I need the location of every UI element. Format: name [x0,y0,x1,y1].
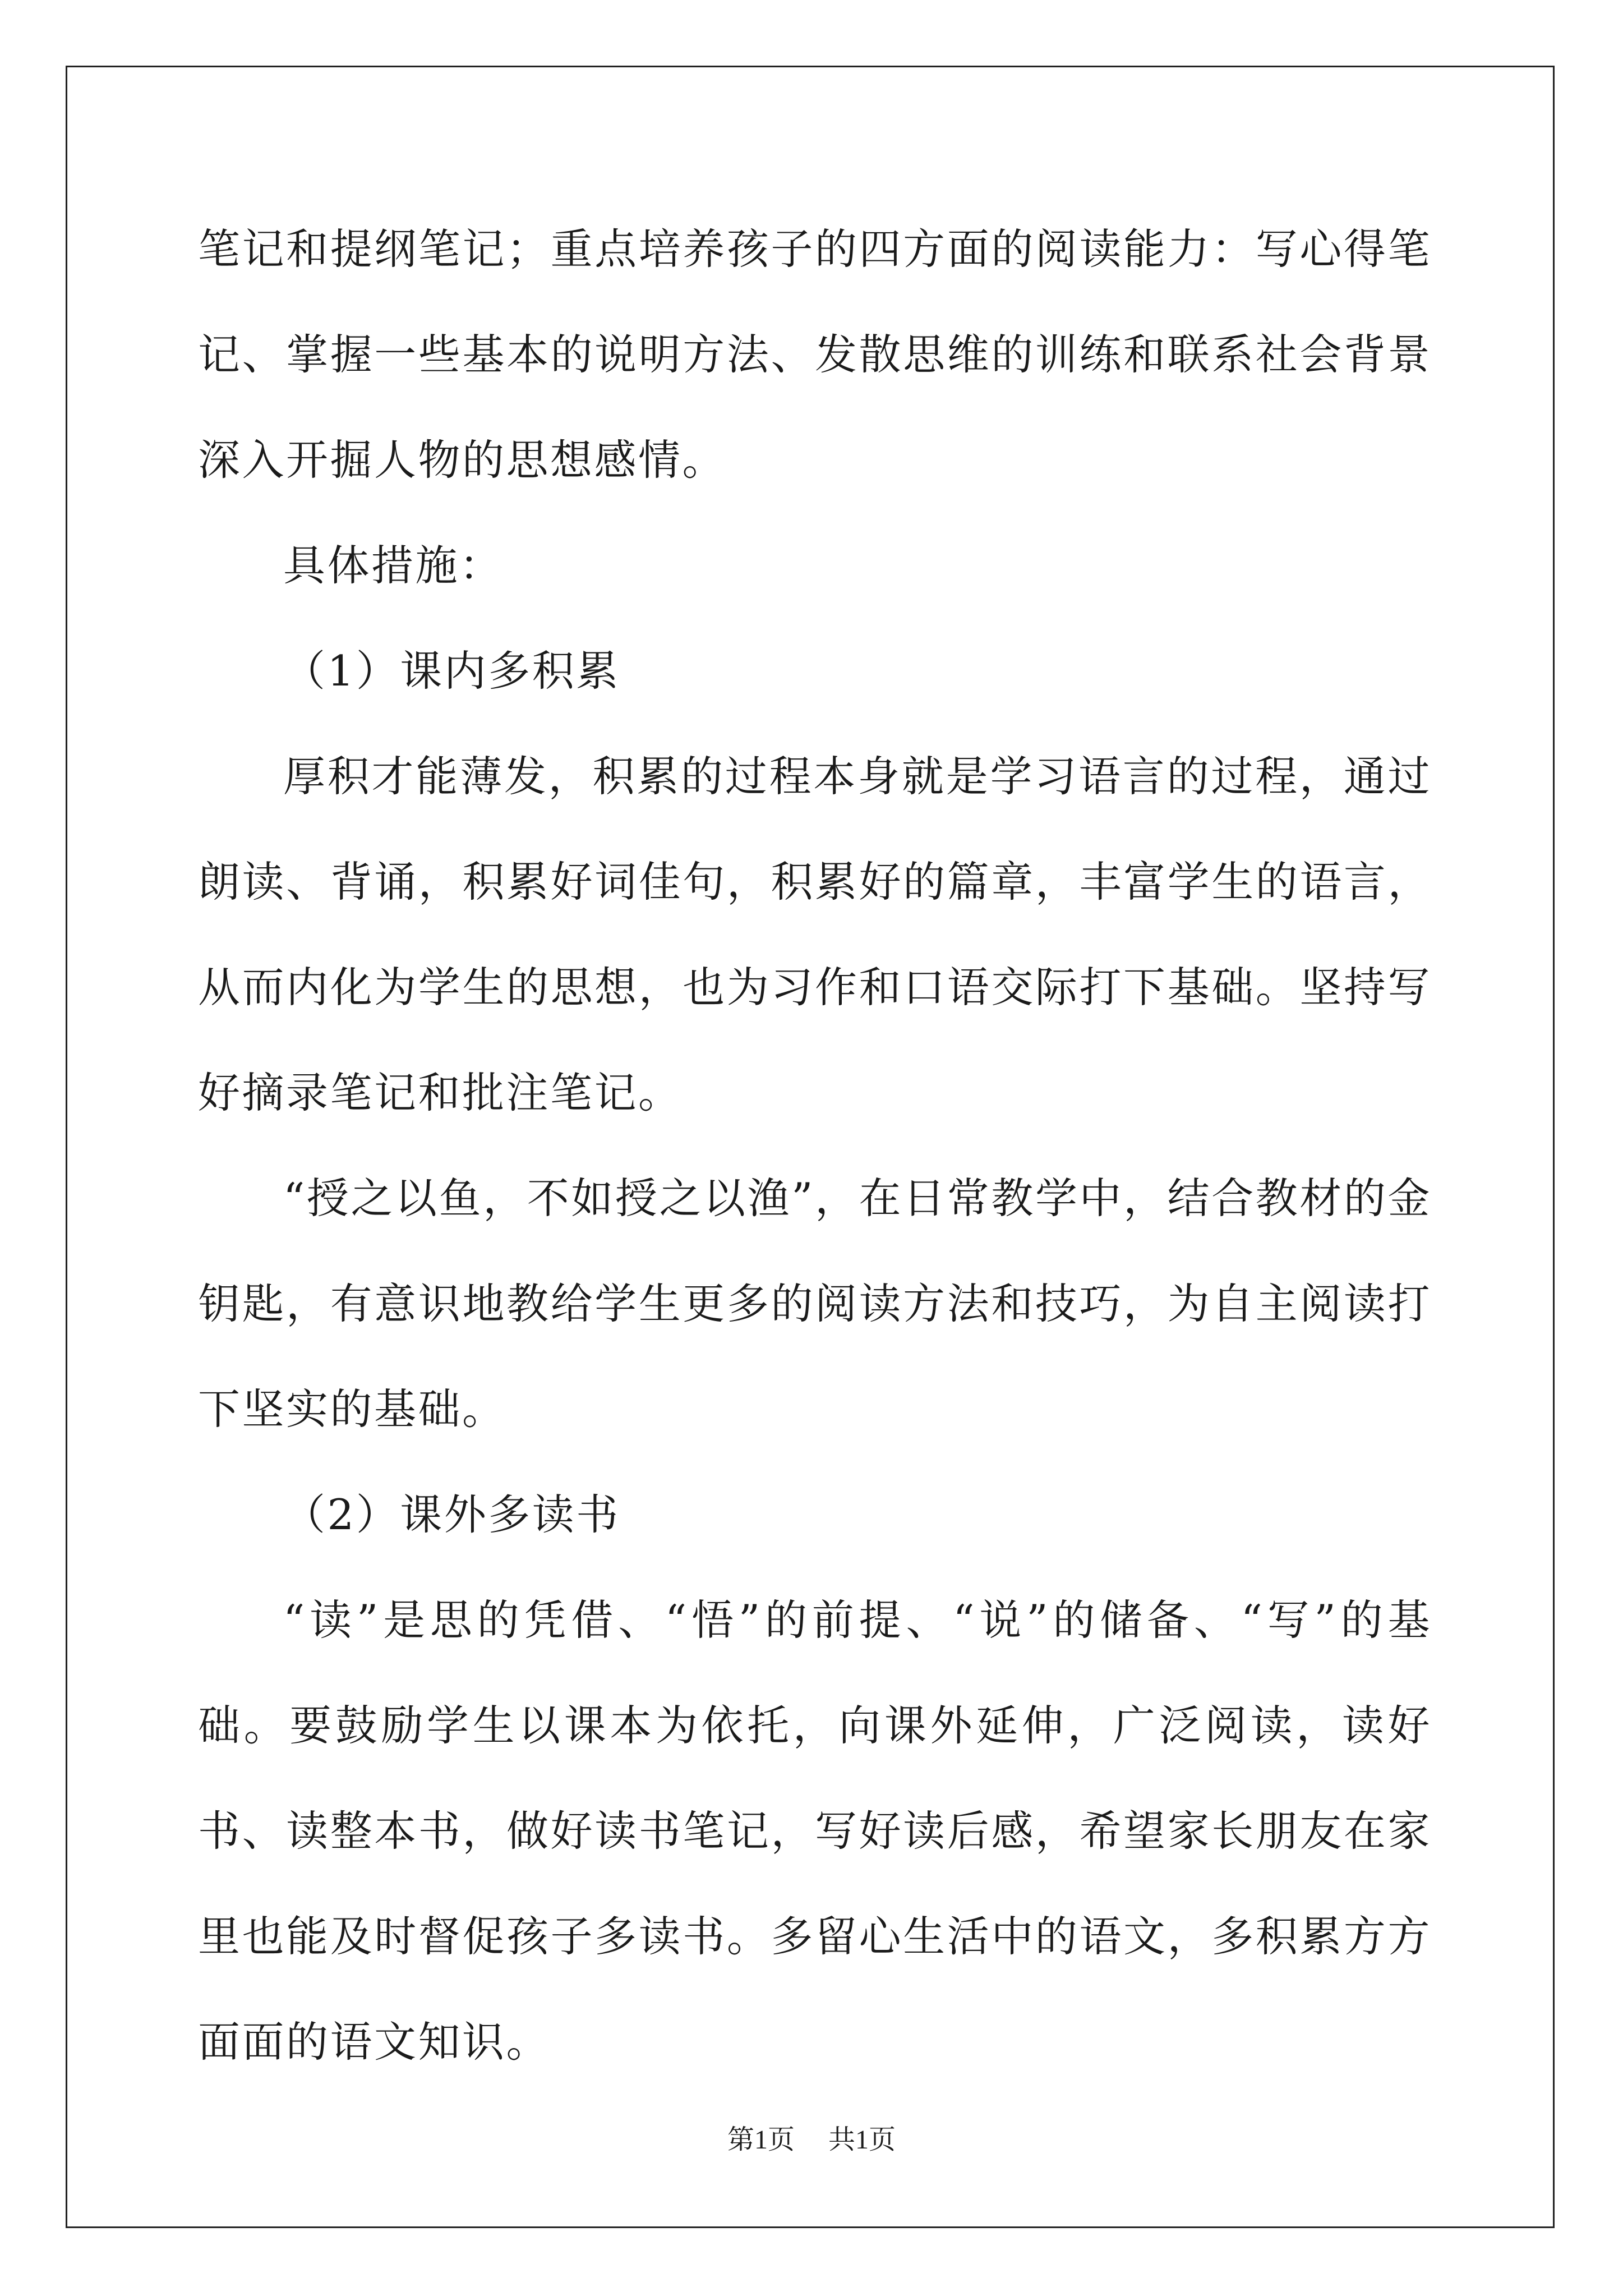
paragraph-continuation: 笔记和提纲笔记；重点培养孩子的四方面的阅读能力：写心得笔记、掌握一些基本的说明方法、发散思维的训练和联系社会背景深入开掘人物的思想感情。 [198,224,1432,485]
paragraph-reading-outside: “读”是思的凭借、“悟”的前提、“说”的储备、“写”的基础。要鼓励学生以课本为依托，向课外延伸，广泛阅读，读好书、读整本书，做好读书笔记，写好读后感，希望家长朋友在家里也能及时督促孩子多读书。多留心生活中的语文，多积累方方面面的语文知识。 [198,1595,1432,2067]
paragraph-accumulation: 厚积才能薄发，积累的过程本身就是学习语言的过程，通过朗读、背诵，积累好词佳句，积累好的篇章，丰富学生的语言，从而内化为学生的思想，也为习作和口语交际打下基础。坚持写好摘录笔记和批注笔记。 [198,752,1432,1117]
paragraph-teaching-methods: “授之以鱼，不如授之以渔”，在日常教学中，结合教材的金钥匙，有意识地教给学生更多的阅读方法和技巧，为自主阅读打下坚实的基础。 [198,1174,1432,1434]
paragraph-section-1-heading: （1）课内多积累 [283,646,620,696]
document-body [198,196,1432,2095]
paragraph-measures-heading: 具体措施： [283,541,504,590]
page-footer [0,2118,1623,2156]
page-number: 第1页 [727,2125,795,2155]
page-total: 共1页 [828,2125,896,2155]
paragraph-section-2-heading: （2）课外多读书 [283,1490,620,1539]
